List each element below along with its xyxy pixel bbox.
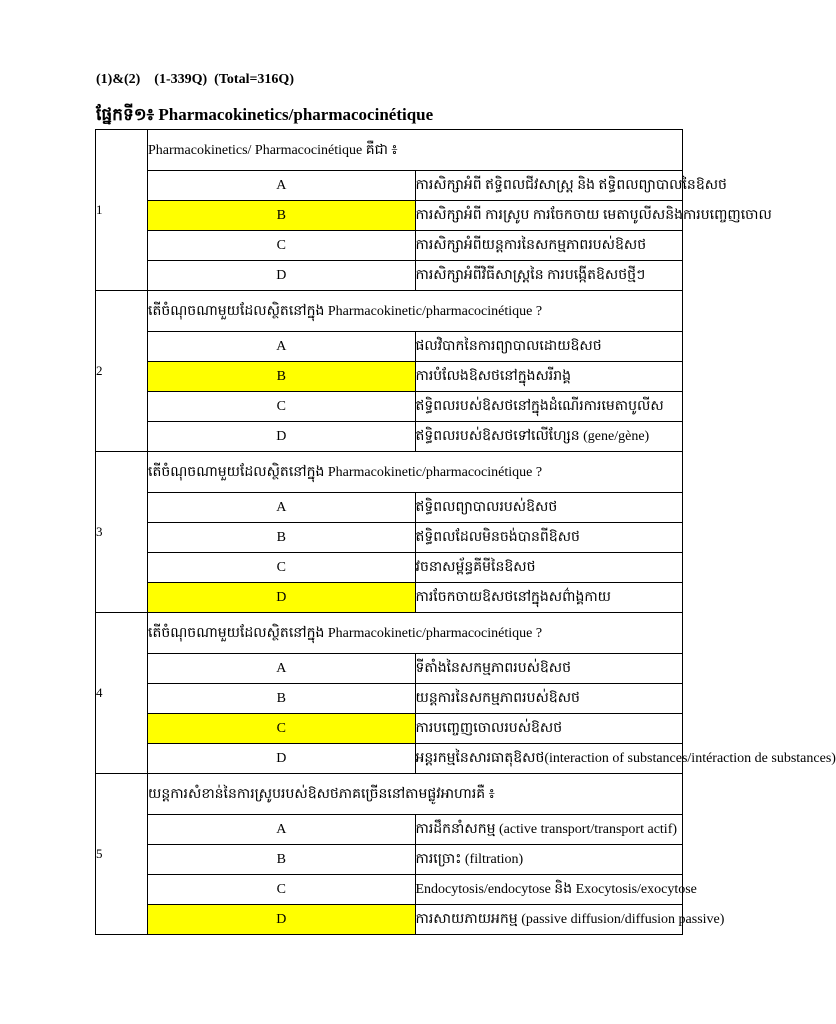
correct-answer-letter: D xyxy=(148,583,416,613)
answer-row xyxy=(96,422,683,452)
answer-letter: B xyxy=(148,523,416,553)
answer-letter: C xyxy=(148,231,416,261)
question-text: តើចំណុចណាមួយដែលស្ថិតនៅក្នុង Pharmacokinetic/pharmacocinétique ? xyxy=(148,452,683,493)
question-number: 1 xyxy=(96,130,148,291)
answer-text: ឥទ្ធិពលរបស់ឱសថទៅលើហ្សែន (gene/gène) xyxy=(415,422,683,452)
correct-answer-letter: D xyxy=(148,905,416,935)
answer-letter: C xyxy=(148,553,416,583)
answer-text: វចនាសម្ព័ន្ធគីមីនៃឱសថ xyxy=(415,553,683,583)
answer-row xyxy=(96,684,683,714)
answer-letter: A xyxy=(148,815,416,845)
question-text: Pharmacokinetics/ Pharmacocinétique គឺជា ៖ xyxy=(148,130,683,171)
answer-text: ការសាយភាយអកម្ម (passive diffusion/diffusion passive) xyxy=(415,905,683,935)
answer-letter: C xyxy=(148,392,416,422)
answer-row xyxy=(96,261,683,291)
answer-text: ឥទ្ធិពលដែលមិនចង់បានពីឱសថ xyxy=(415,523,683,553)
answer-letter: C xyxy=(148,875,416,905)
answer-text: ការសិក្សាអំពី ការស្រូប ការចែកចាយ មេតាបូលីសនិងការបញ្ចេញចោល xyxy=(415,201,683,231)
answer-letter: D xyxy=(148,422,416,452)
answer-row xyxy=(96,362,683,392)
answer-letter: A xyxy=(148,332,416,362)
section-title: ផ្នែកទី១៖ Pharmacokinetics/pharmacocinétique xyxy=(96,105,434,124)
answer-text: ការសិក្សាអំពីវិធីសាស្ត្រនៃ ការបង្កើតឱសថថ្មីៗ xyxy=(415,261,683,291)
question-number: 5 xyxy=(96,774,148,935)
question-row xyxy=(96,774,683,815)
answer-row xyxy=(96,171,683,201)
question-row xyxy=(96,452,683,493)
answer-row xyxy=(96,553,683,583)
answer-text: ឥទ្ធិពលរបស់ឱសថនៅក្នុងដំណើរការមេតាបូលីស xyxy=(415,392,683,422)
answer-row xyxy=(96,815,683,845)
answer-text: ការសិក្សាអំពី ឥទ្ធិពលជីវសាស្ត្រ និង ឥទ្ធិពលព្យាបាលនៃឱសថ xyxy=(415,171,683,201)
answer-letter: B xyxy=(148,684,416,714)
answer-text: ផលវិបាកនៃការព្យាបាលដោយឱសថ xyxy=(415,332,683,362)
answer-row xyxy=(96,201,683,231)
answer-text: ឥទ្ធិពលព្យាបាលរបស់ឱសថ xyxy=(415,493,683,523)
answer-row xyxy=(96,714,683,744)
answer-row xyxy=(96,875,683,905)
question-text: តើចំណុចណាមួយដែលស្ថិតនៅក្នុង Pharmacokinetic/pharmacocinétique ? xyxy=(148,613,683,654)
answer-row xyxy=(96,654,683,684)
answer-letter: A xyxy=(148,493,416,523)
answer-row xyxy=(96,905,683,935)
answer-text: អន្តរកម្មនៃសារធាតុឱសថ(interaction of substances/intéraction de substances) xyxy=(415,744,683,774)
question-text: តើចំណុចណាមួយដែលស្ថិតនៅក្នុង Pharmacokinetic/pharmacocinétique ? xyxy=(148,291,683,332)
question-row xyxy=(96,613,683,654)
answer-text: ការបំលែងឱសថនៅក្នុងសរីរាង្គ xyxy=(415,362,683,392)
answer-letter: A xyxy=(148,171,416,201)
question-text: យន្តការសំខាន់នៃការស្រូបរបស់ឱសថភាគច្រើននៅតាមផ្លូវអាហារគឺ ៖ xyxy=(148,774,683,815)
answer-row xyxy=(96,523,683,553)
answer-row xyxy=(96,583,683,613)
question-row xyxy=(96,291,683,332)
correct-answer-letter: B xyxy=(148,201,416,231)
answer-row xyxy=(96,332,683,362)
answer-text: ទីតាំងនៃសកម្មភាពរបស់ឱសថ xyxy=(415,654,683,684)
answer-text: ការច្រោះ (filtration) xyxy=(415,845,683,875)
answer-letter: A xyxy=(148,654,416,684)
answer-row xyxy=(96,493,683,523)
correct-answer-letter: C xyxy=(148,714,416,744)
answer-text: ការសិក្សាអំពីយន្តការនៃសកម្មភាពរបស់ឱសថ xyxy=(415,231,683,261)
answer-row xyxy=(96,845,683,875)
correct-answer-letter: B xyxy=(148,362,416,392)
question-number: 4 xyxy=(96,613,148,774)
answer-text: ការចែកចាយឱសថនៅក្នុងសព៌ាង្គកាយ xyxy=(415,583,683,613)
answer-text: យន្តការនៃសកម្មភាពរបស់ឱសថ xyxy=(415,684,683,714)
quiz-table xyxy=(95,129,836,935)
answer-row xyxy=(96,744,683,774)
question-number: 2 xyxy=(96,291,148,452)
document-header: (1)&(2) (1-339Q) (Total=316Q) xyxy=(96,72,294,87)
question-row xyxy=(96,130,683,171)
answer-row xyxy=(96,392,683,422)
answer-letter: D xyxy=(148,744,416,774)
answer-letter: D xyxy=(148,261,416,291)
answer-text: ការដឹកនាំសកម្ម (active transport/transport actif) xyxy=(415,815,683,845)
quiz-body xyxy=(96,130,836,935)
question-number: 3 xyxy=(96,452,148,613)
answer-text: ការបញ្ចេញចោលរបស់ឱសថ xyxy=(415,714,683,744)
answer-row xyxy=(96,231,683,261)
answer-letter: B xyxy=(148,845,416,875)
answer-text: Endocytosis/endocytose និង Exocytosis/exocytose xyxy=(415,875,683,905)
